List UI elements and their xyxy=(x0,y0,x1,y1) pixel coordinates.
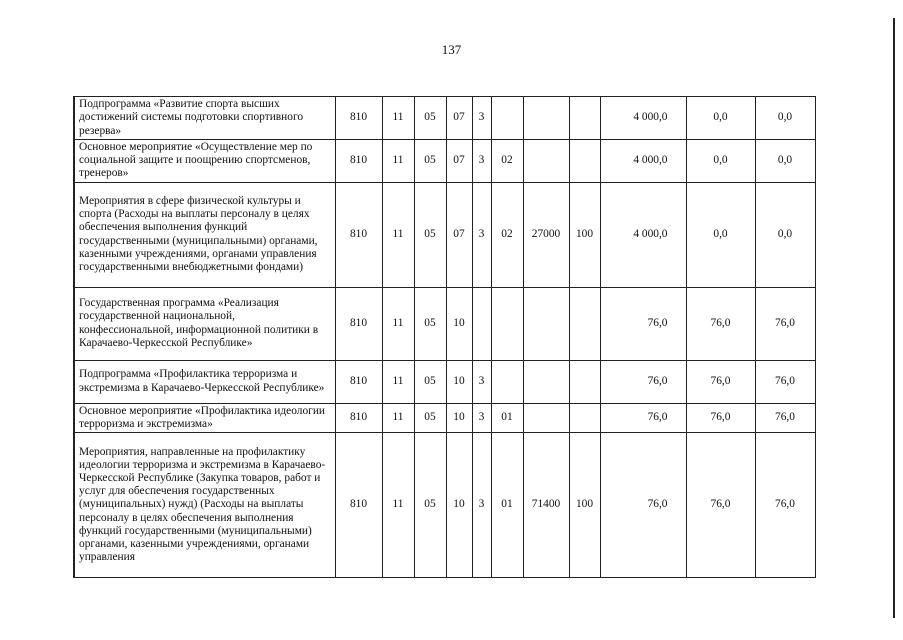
amount-year2-cell: 76,0 xyxy=(686,360,755,403)
expense-type-cell xyxy=(569,403,600,432)
table-row xyxy=(74,287,815,360)
direction-code-cell xyxy=(523,140,569,183)
subprogram-code-cell xyxy=(472,287,491,360)
section-code-cell: 11 xyxy=(382,433,414,578)
amount-year1-cell: 76,0 xyxy=(600,287,686,360)
program-code-cell: 07 xyxy=(446,97,472,140)
section-code-cell: 11 xyxy=(382,97,414,140)
amount-year1-cell: 76,0 xyxy=(600,403,686,432)
amount-year1-cell: 4 000,0 xyxy=(600,182,686,287)
amount-year1-cell: 76,0 xyxy=(600,360,686,403)
grbs-code-cell: 810 xyxy=(335,403,382,432)
row-name-cell: Основное мероприятие «Профилактика идеологии терроризма и экстремизма» xyxy=(74,403,335,432)
event-code-cell xyxy=(491,97,523,140)
amount-year2-cell: 76,0 xyxy=(686,403,755,432)
event-code-cell xyxy=(491,287,523,360)
program-code-cell: 10 xyxy=(446,433,472,578)
program-code-cell: 10 xyxy=(446,403,472,432)
subprogram-code-cell: 3 xyxy=(472,360,491,403)
direction-code-cell: 71400 xyxy=(523,433,569,578)
table-row xyxy=(74,140,815,183)
budget-table xyxy=(73,96,816,578)
table-row xyxy=(74,97,815,140)
event-code-cell: 02 xyxy=(491,140,523,183)
grbs-code-cell: 810 xyxy=(335,182,382,287)
grbs-code-cell: 810 xyxy=(335,97,382,140)
program-code-cell: 10 xyxy=(446,287,472,360)
row-name-cell: Мероприятия в сфере физической культуры и спорта (Расходы на выплаты персоналу в целях обеспечения выполнения функций государственными (муниципальными) органами, казенными учреждениями, органами управления государственными внебюджетными фондами) xyxy=(74,182,335,287)
expense-type-cell xyxy=(569,287,600,360)
program-code-cell: 10 xyxy=(446,360,472,403)
direction-code-cell xyxy=(523,287,569,360)
amount-year2-cell: 76,0 xyxy=(686,287,755,360)
expense-type-cell: 100 xyxy=(569,182,600,287)
table-row xyxy=(74,182,815,287)
expense-type-cell: 100 xyxy=(569,433,600,578)
subprogram-code-cell: 3 xyxy=(472,97,491,140)
amount-year2-cell: 0,0 xyxy=(686,182,755,287)
section-code-cell: 11 xyxy=(382,287,414,360)
subprogram-code-cell: 3 xyxy=(472,403,491,432)
event-code-cell: 01 xyxy=(491,433,523,578)
subprogram-code-cell: 3 xyxy=(472,140,491,183)
table-body xyxy=(74,97,815,578)
expense-type-cell xyxy=(569,360,600,403)
subprogram-code-cell: 3 xyxy=(472,433,491,578)
grbs-code-cell: 810 xyxy=(335,433,382,578)
amount-year2-cell: 0,0 xyxy=(686,97,755,140)
amount-year3-cell: 76,0 xyxy=(755,287,815,360)
amount-year1-cell: 4 000,0 xyxy=(600,97,686,140)
event-code-cell: 02 xyxy=(491,182,523,287)
grbs-code-cell: 810 xyxy=(335,140,382,183)
row-name-cell: Основное мероприятие «Осуществление мер по социальной защите и поощрению спортсменов, тренеров» xyxy=(74,140,335,183)
amount-year3-cell: 76,0 xyxy=(755,433,815,578)
row-name-cell: Подпрограмма «Профилактика терроризма и экстремизма в Карачаево-Черкесской Республике» xyxy=(74,360,335,403)
section-code-cell: 11 xyxy=(382,360,414,403)
row-name-cell: Государственная программа «Реализация государственной национальной, конфессиональной, информационной политики в Карачаево-Черкесской Республике» xyxy=(74,287,335,360)
amount-year3-cell: 0,0 xyxy=(755,97,815,140)
row-name-cell: Подпрограмма «Развитие спорта высших достижений системы подготовки спортивного резерва» xyxy=(74,97,335,140)
subsection-code-cell: 05 xyxy=(414,360,446,403)
amount-year1-cell: 4 000,0 xyxy=(600,140,686,183)
amount-year2-cell: 0,0 xyxy=(686,140,755,183)
amount-year3-cell: 76,0 xyxy=(755,360,815,403)
direction-code-cell xyxy=(523,97,569,140)
table-row xyxy=(74,433,815,578)
subsection-code-cell: 05 xyxy=(414,287,446,360)
amount-year3-cell: 0,0 xyxy=(755,182,815,287)
scan-edge-line xyxy=(893,18,895,618)
page-number: 137 xyxy=(441,42,462,57)
expense-type-cell xyxy=(569,140,600,183)
row-name-cell: Мероприятия, направленные на профилактику идеологии терроризма и экстремизма в Карачаево-Черкесской Республике (Закупка товаров, работ и услуг для обеспечения государственных (муниципальных) нужд) (Расходы на выплаты персоналу в целях обеспечения выполнения функций государственными (муниципальными) органами, казенными учреждениями, органами управления xyxy=(74,433,335,578)
subsection-code-cell: 05 xyxy=(414,182,446,287)
direction-code-cell xyxy=(523,403,569,432)
section-code-cell: 11 xyxy=(382,140,414,183)
amount-year3-cell: 76,0 xyxy=(755,403,815,432)
section-code-cell: 11 xyxy=(382,403,414,432)
direction-code-cell xyxy=(523,360,569,403)
subprogram-code-cell: 3 xyxy=(472,182,491,287)
section-code-cell: 11 xyxy=(382,182,414,287)
subsection-code-cell: 05 xyxy=(414,97,446,140)
table-row xyxy=(74,360,815,403)
event-code-cell xyxy=(491,360,523,403)
table-row xyxy=(74,403,815,432)
amount-year3-cell: 0,0 xyxy=(755,140,815,183)
amount-year2-cell: 76,0 xyxy=(686,433,755,578)
subsection-code-cell: 05 xyxy=(414,403,446,432)
grbs-code-cell: 810 xyxy=(335,287,382,360)
direction-code-cell: 27000 xyxy=(523,182,569,287)
amount-year1-cell: 76,0 xyxy=(600,433,686,578)
subsection-code-cell: 05 xyxy=(414,140,446,183)
program-code-cell: 07 xyxy=(446,182,472,287)
expense-type-cell xyxy=(569,97,600,140)
grbs-code-cell: 810 xyxy=(335,360,382,403)
program-code-cell: 07 xyxy=(446,140,472,183)
event-code-cell: 01 xyxy=(491,403,523,432)
subsection-code-cell: 05 xyxy=(414,433,446,578)
